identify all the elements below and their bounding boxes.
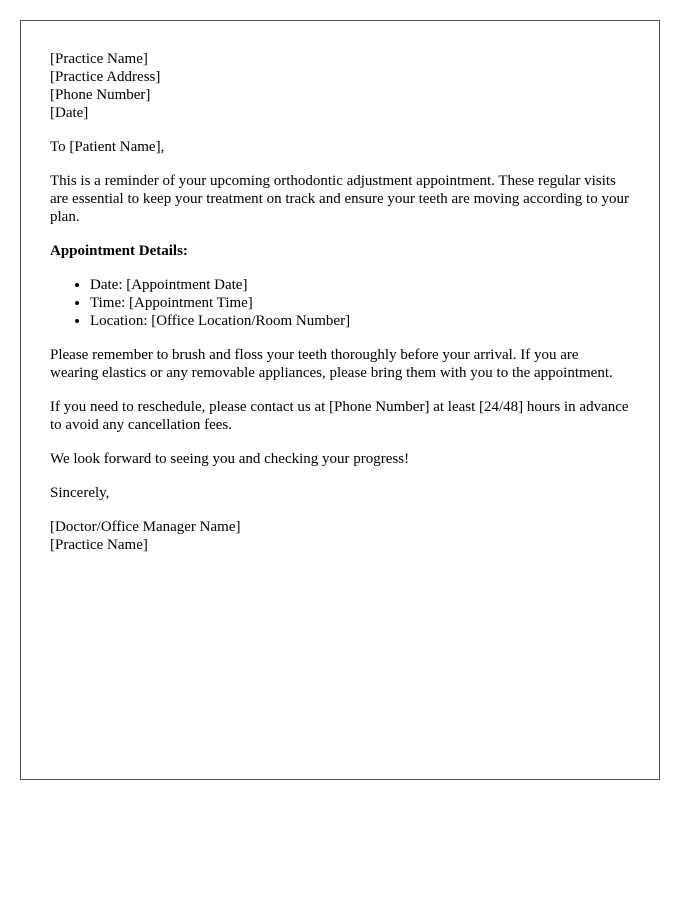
list-item-location: • Location: [Office Location/Room Number] <box>90 312 630 330</box>
phone-number: [Phone Number] <box>50 87 151 103</box>
letter-date: [Date] <box>50 105 89 121</box>
letter-page <box>20 20 660 780</box>
signature-block <box>50 518 630 554</box>
list-item-date: • Date: [Appointment Date] <box>90 276 630 294</box>
appointment-details-list <box>50 276 630 330</box>
letter-header <box>50 50 630 122</box>
signature-practice: [Practice Name] <box>50 537 148 553</box>
closing-remark: We look forward to seeing you and checking your progress! <box>50 451 410 467</box>
practice-address: [Practice Address] <box>50 69 161 85</box>
instructions-paragraph: Please remember to brush and floss your teeth thoroughly before your arrival. If you are wearing elastics or any removable appliances, please bring them with you to the appointment. <box>50 347 613 381</box>
salutation: To [Patient Name], <box>50 139 165 155</box>
practice-name: [Practice Name] <box>50 51 148 67</box>
list-item-time: • Time: [Appointment Time] <box>90 294 630 312</box>
intro-paragraph: This is a reminder of your upcoming orthodontic adjustment appointment. These regular visits are essential to keep your treatment on track and ensure your teeth are moving according to your plan. <box>50 173 629 225</box>
signature-name: [Doctor/Office Manager Name] <box>50 519 241 535</box>
reschedule-paragraph: If you need to reschedule, please contact us at [Phone Number] at least [24/48] hours in advance to avoid any cancellation fees. <box>50 399 629 433</box>
appointment-details-heading: Appointment Details: <box>50 243 188 259</box>
signoff: Sincerely, <box>50 485 110 501</box>
